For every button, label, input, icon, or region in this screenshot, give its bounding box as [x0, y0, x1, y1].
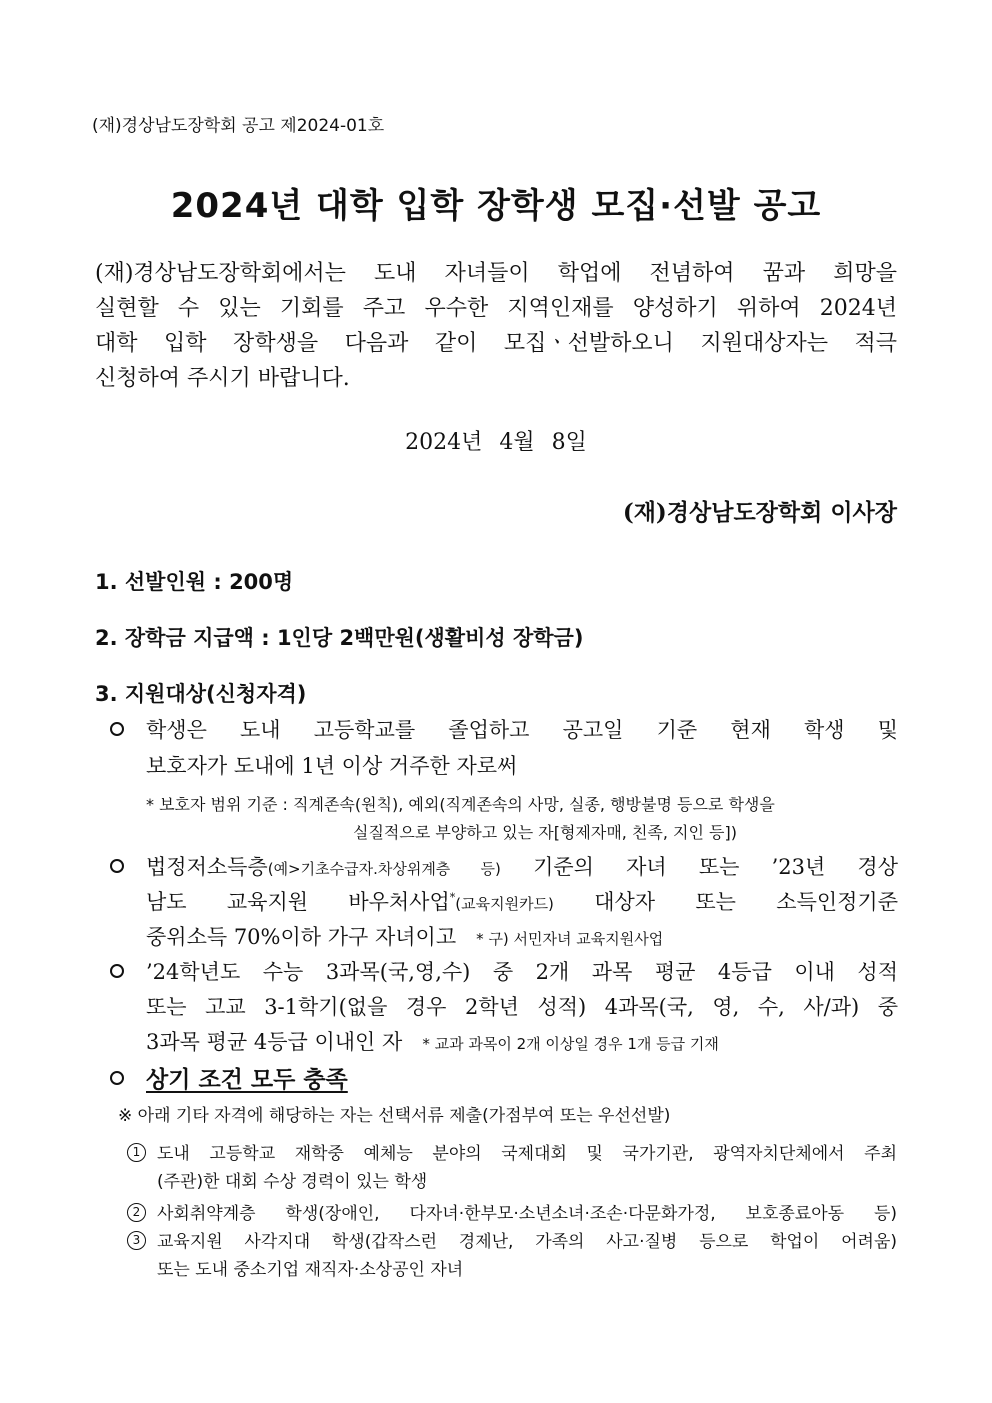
- all-conditions-met: 상기 조건 모두 충족: [146, 1066, 348, 1093]
- bullet-circle-icon: [110, 722, 124, 736]
- intro-line-1: (재)경상남도장학회에서는 도내 자녀들이 학업에 전념하여 꿈과 희망을: [95, 261, 897, 286]
- section-eligibility: 3. 지원대상(신청자격): [95, 682, 307, 706]
- criterion-3-line-3: [146, 1026, 898, 1056]
- criterion-2-line-1-rest: 기준의 자녀 또는 ’23년 경상: [533, 855, 898, 879]
- criterion-2-line-2: [146, 886, 898, 916]
- criterion-2-line-3: [146, 921, 898, 951]
- optional-item-1-line-2: (주관)한 대회 수상 경력이 있는 학생: [157, 1172, 428, 1192]
- criterion-2-line-1-example: (예>기초수급자.차상위계층 등): [267, 860, 501, 878]
- page-title: 2024년 대학 입학 장학생 모집·선발 공고: [170, 186, 822, 226]
- criterion-2-line-1-main: 법정저소득층: [146, 855, 268, 879]
- circled-number-3-icon: 3: [127, 1231, 146, 1250]
- criterion-3-line-3-note: * 교과 과목이 2개 이상일 경우 1개 등급 기재: [422, 1035, 719, 1053]
- optional-item-1-line-1: 도내 고등학교 재학중 예체능 분야의 국제대회 및 국가기관, 광역자치단체에서 주최: [157, 1144, 897, 1164]
- intro-line-4: 신청하여 주시기 바랍니다.: [95, 366, 350, 391]
- criterion-3-line-1: ’24학년도 수능 3과목(국,영,수) 중 2개 과목 평균 4등급 이내 성적: [146, 960, 898, 984]
- criterion-3-line-3-main: 3과목 평균 4등급 이내인 자: [146, 1030, 403, 1054]
- optional-item-3-line-1: 교육지원 사각지대 학생(갑작스런 경제난, 가족의 사고·질병 등으로 학업이 어려움): [157, 1232, 897, 1252]
- circled-number-2-icon: 2: [127, 1203, 146, 1222]
- section-selection-count: 1. 선발인원 : 200명: [95, 570, 294, 594]
- footnote-asterisk: *: [449, 891, 456, 904]
- notice-number: (재)경상남도장학회 공고 제2024-01호: [92, 116, 385, 136]
- notice-date: 2024년 4월 8일: [405, 430, 587, 455]
- criterion-1-line-1: 학생은 도내 고등학교를 졸업하고 공고일 기준 현재 학생 및: [146, 718, 898, 742]
- intro-line-2: 실현할 수 있는 기회를 주고 우수한 지역인재를 양성하기 위하여 2024년: [95, 296, 897, 321]
- criterion-2-line-2-main: 남도 교육지원 바우처사업: [146, 890, 450, 914]
- section-scholarship-amount: 2. 장학금 지급액 : 1인당 2백만원(생활비성 장학금): [95, 626, 584, 650]
- optional-documents-note: ※ 아래 기타 자격에 해당하는 자는 선택서류 제출(가점부여 또는 우선선발): [118, 1106, 671, 1126]
- criterion-2-line-1: [146, 851, 898, 881]
- criterion-2-line-2-rest: 대상자 또는 소득인정기준: [594, 890, 898, 914]
- criterion-3-line-2: 또는 고교 3-1학기(없을 경우 2학년 성적) 4과목(국, 영, 수, 사/과) 중: [146, 995, 898, 1019]
- criterion-2-line-3-main: 중위소득 70%이하 가구 자녀이고: [146, 925, 457, 949]
- optional-item-2-line-1: 사회취약계층 학생(장애인, 다자녀·한부모·소년소녀·조손·다문화가정, 보호종료아동 등): [157, 1204, 897, 1224]
- criterion-2-line-2-card: (교육지원카드): [455, 895, 554, 913]
- bullet-circle-icon: [110, 964, 124, 978]
- bullet-circle-icon: [110, 859, 124, 873]
- criterion-1-line-2: 보호자가 도내에 1년 이상 거주한 자로써: [146, 754, 518, 778]
- optional-item-3-line-2: 또는 도내 중소기업 재직자·소상공인 자녀: [157, 1260, 464, 1280]
- bullet-circle-icon: [110, 1071, 124, 1085]
- guardian-scope-note-2: 실질적으로 부양하고 있는 자[형제자매, 친족, 지인 등]): [353, 823, 737, 842]
- issuer-name: (재)경상남도장학회 이사장: [622, 499, 897, 526]
- circled-number-1-icon: 1: [127, 1143, 146, 1162]
- intro-line-3: 대학 입학 장학생을 다음과 같이 모집ㆍ선발하오니 지원대상자는 적극: [95, 331, 897, 356]
- guardian-scope-note-1: * 보호자 범위 기준 : 직계존속(원칙), 예외(직계존속의 사망, 실종, 행방불명 등으로 학생을: [146, 795, 775, 814]
- criterion-2-line-3-note: * 구) 서민자녀 교육지원사업: [476, 930, 664, 948]
